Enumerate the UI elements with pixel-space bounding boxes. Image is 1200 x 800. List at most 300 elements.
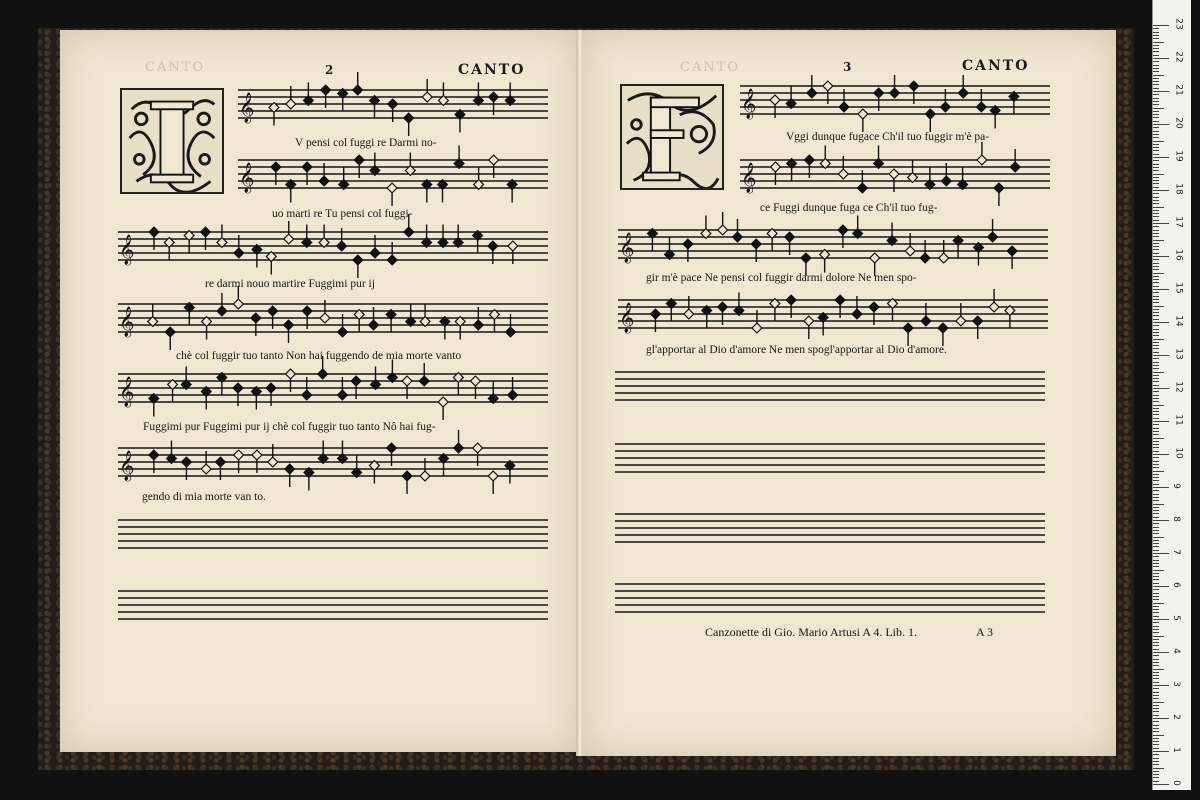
ruler-tick — [1153, 319, 1159, 320]
note-mark — [148, 304, 158, 327]
ruler-tick — [1153, 164, 1159, 165]
ruler-tick — [1153, 741, 1159, 742]
ruler-tick — [1153, 589, 1159, 590]
ruler-tick — [1153, 372, 1164, 373]
ruler-tick — [1153, 431, 1159, 432]
ruler-tick — [1153, 642, 1159, 643]
ruler-tick — [1153, 381, 1159, 382]
note-mark — [666, 299, 676, 322]
ruler-tick — [1153, 764, 1159, 765]
empty-staff-6 — [615, 578, 1045, 618]
note-mark — [202, 317, 212, 340]
ruler-tick — [1153, 774, 1159, 775]
ruler-tick — [1153, 728, 1159, 729]
ruler-tick — [1153, 315, 1159, 316]
ruler-tick — [1153, 570, 1164, 571]
ruler-tick — [1153, 517, 1159, 518]
right-part-name: CANTO — [962, 58, 1030, 74]
ruler-tick — [1153, 38, 1159, 39]
ruler-tick — [1153, 348, 1159, 349]
bleed-through-text: CANTO — [680, 60, 741, 75]
ruler-tick — [1153, 593, 1159, 594]
ruler-tick — [1153, 286, 1159, 287]
ruler-tick — [1153, 81, 1159, 82]
ruler-tick — [1153, 124, 1169, 125]
ruler-tick — [1153, 573, 1159, 574]
ruler-tick — [1153, 678, 1159, 679]
ruler-tick — [1153, 467, 1159, 468]
ruler-tick — [1153, 507, 1159, 508]
ruler-tick — [1153, 108, 1164, 109]
note-mark — [406, 304, 416, 327]
note-mark — [439, 454, 449, 477]
ruler-tick — [1153, 692, 1159, 693]
ruler-tick — [1153, 606, 1159, 607]
note-mark — [453, 373, 463, 396]
note-mark — [505, 461, 515, 484]
signature-mark: A 3 — [976, 625, 994, 639]
clef-glyph: 𝄞 — [119, 235, 135, 265]
ruler-tick — [1153, 616, 1159, 617]
ruler-tick — [1153, 520, 1169, 521]
ruler-tick — [1153, 137, 1159, 138]
ruler-tick — [1153, 154, 1159, 155]
ruler-tick — [1153, 523, 1159, 524]
ruler-tick — [1153, 91, 1169, 92]
ruler-tick — [1153, 471, 1164, 472]
ruler-tick — [1153, 414, 1159, 415]
ruler-tick — [1153, 269, 1159, 270]
ruler-tick — [1153, 461, 1159, 462]
ruler-tick — [1153, 480, 1159, 481]
ruler-tick — [1153, 223, 1169, 224]
ruler-tick — [1153, 101, 1159, 102]
ruler-label: 3 — [1170, 681, 1181, 687]
ruler-tick — [1153, 309, 1159, 310]
note-mark — [405, 153, 415, 176]
ruler-tick — [1153, 477, 1159, 478]
note-mark — [338, 89, 348, 112]
ruler-tick — [1153, 576, 1159, 577]
ruler-tick — [1153, 652, 1169, 653]
ruler-tick — [1153, 378, 1159, 379]
note-mark — [734, 293, 744, 316]
ruler-label: 0 — [1170, 780, 1181, 786]
ruler-tick — [1153, 174, 1164, 175]
ruler-tick — [1153, 48, 1159, 49]
note-mark — [217, 225, 227, 248]
ruler-tick — [1153, 484, 1159, 485]
ruler-tick — [1153, 197, 1159, 198]
ruler-tick — [1153, 563, 1159, 564]
ruler-tick — [1153, 408, 1159, 409]
note-mark — [489, 310, 499, 333]
ruler-tick — [1153, 177, 1159, 178]
ruler-label: 21 — [1173, 84, 1184, 96]
note-mark — [420, 304, 430, 327]
ruler-tick — [1153, 533, 1159, 534]
ruler-tick — [1153, 464, 1159, 465]
note-mark — [338, 441, 348, 464]
note-mark — [370, 153, 380, 176]
note-mark — [354, 310, 364, 333]
ruler-tick — [1153, 292, 1159, 293]
ruler-tick — [1153, 42, 1164, 43]
ruler-tick — [1153, 553, 1169, 554]
ruler-tick — [1153, 659, 1159, 660]
ruler-tick — [1153, 114, 1159, 115]
staff-line-1 — [238, 84, 548, 124]
empty-staff-1 — [118, 514, 548, 554]
ruler-tick — [1153, 345, 1159, 346]
ruler-tick — [1153, 537, 1164, 538]
note-mark — [665, 237, 675, 260]
ruler-tick — [1153, 157, 1169, 158]
ruler-tick — [1153, 289, 1169, 290]
ruler-tick — [1153, 586, 1169, 587]
note-mark — [767, 229, 777, 252]
note-mark — [184, 231, 194, 254]
note-mark — [167, 441, 177, 464]
note-mark — [251, 387, 261, 410]
colophon-footer: Canzonette di Gio. Mario Artusi A 4. Lib. 1. — [705, 625, 917, 639]
note-mark — [453, 225, 463, 248]
ruler-tick — [1153, 84, 1159, 85]
lyric-line: chè col fuggir tuo tanto Non hai fuggendo de mia morte vanto — [176, 350, 462, 362]
ruler-tick — [1153, 388, 1169, 389]
note-mark — [770, 299, 780, 322]
ruler-tick — [1153, 230, 1159, 231]
ruler-tick — [1153, 583, 1159, 584]
ruler-tick — [1153, 236, 1159, 237]
note-mark — [958, 167, 968, 190]
ruler-tick — [1153, 233, 1159, 234]
ruler-label: 20 — [1173, 117, 1184, 129]
note-mark — [318, 441, 328, 464]
note-mark — [953, 236, 963, 259]
ruler-tick — [1153, 454, 1169, 455]
ruler-tick — [1153, 365, 1159, 366]
staff-line-10 — [618, 294, 1048, 334]
note-mark — [973, 243, 983, 266]
note-mark — [887, 223, 897, 246]
ruler-tick — [1153, 599, 1159, 600]
ruler-tick — [1153, 263, 1159, 264]
lyric-line: gl'apportar al Dio d'amore Ne men spogl'apportar al Dio d'amore. — [646, 344, 947, 356]
ruler-tick — [1153, 504, 1164, 505]
ruler-tick — [1153, 603, 1164, 604]
note-mark — [908, 160, 918, 183]
ruler-label: 18 — [1173, 183, 1184, 195]
ruler-tick — [1153, 711, 1159, 712]
ruler-tick — [1153, 784, 1169, 785]
ruler-tick — [1153, 111, 1159, 112]
ruler-tick — [1153, 385, 1159, 386]
ruler-tick — [1153, 556, 1159, 557]
ruler-tick — [1153, 405, 1164, 406]
ruler-tick — [1153, 355, 1169, 356]
ruler-tick — [1153, 530, 1159, 531]
ruler-tick — [1153, 566, 1159, 567]
note-mark — [888, 299, 898, 322]
lyric-line: Fuggimi pur Fuggimi pur ij chè col fuggir tuo tanto Nô hai fug- — [143, 421, 436, 433]
ruler-tick — [1153, 45, 1159, 46]
clef-glyph: 𝄞 — [619, 303, 635, 333]
ruler-tick — [1153, 170, 1159, 171]
ruler-tick — [1153, 362, 1159, 363]
ruler-tick — [1153, 754, 1159, 755]
ruler-tick — [1153, 207, 1164, 208]
decorated-initial-f — [620, 84, 724, 190]
ruler-tick — [1153, 187, 1159, 188]
ruler-tick — [1153, 358, 1159, 359]
ruler-tick — [1153, 669, 1164, 670]
ruler-tick — [1153, 474, 1159, 475]
ruler-tick — [1153, 322, 1169, 323]
note-mark — [647, 229, 657, 252]
ruler-tick — [1153, 497, 1159, 498]
note-mark — [473, 83, 483, 106]
note-mark — [818, 313, 828, 336]
note-mark — [474, 167, 484, 190]
note-mark — [370, 96, 380, 119]
lyric-line: V pensi col fuggi re Darmi no- — [295, 137, 437, 149]
ruler-tick — [1153, 325, 1159, 326]
note-mark — [702, 306, 712, 329]
ruler-tick — [1153, 636, 1164, 637]
clef-glyph: 𝄞 — [239, 93, 255, 123]
staff-line-2 — [238, 154, 548, 194]
ruler-tick — [1153, 306, 1164, 307]
ruler-tick — [1153, 639, 1159, 640]
ruler-tick — [1153, 51, 1159, 52]
staff-line-3 — [118, 226, 548, 266]
lyric-line: ce Fuggi dunque fuga ce Ch'il tuo fug- — [760, 202, 938, 214]
ruler-tick — [1153, 494, 1159, 495]
note-mark — [269, 103, 279, 126]
ruler-tick — [1153, 685, 1169, 686]
note-mark — [184, 303, 194, 326]
note-mark — [438, 225, 448, 248]
ruler-tick — [1153, 68, 1159, 69]
clef-glyph: 𝄞 — [741, 163, 757, 193]
ruler-tick — [1153, 649, 1159, 650]
clef-glyph: 𝄞 — [119, 307, 135, 337]
ruler-tick — [1153, 246, 1159, 247]
ruler-tick — [1153, 65, 1159, 66]
ruler-tick — [1153, 395, 1159, 396]
note-mark — [352, 455, 362, 478]
clef-glyph: 𝄞 — [119, 451, 135, 481]
ruler-tick — [1153, 665, 1159, 666]
ruler-label: 14 — [1173, 315, 1184, 327]
ruler-tick — [1153, 190, 1169, 191]
note-mark — [252, 245, 262, 268]
ruler-tick — [1153, 266, 1159, 267]
ruler-tick — [1153, 424, 1159, 425]
ruler-tick — [1153, 725, 1159, 726]
ruler-tick — [1153, 738, 1159, 739]
ruler-tick — [1153, 441, 1159, 442]
bleed-through-text: CANTO — [145, 60, 206, 75]
ruler-tick — [1153, 781, 1159, 782]
right-page-number: 3 — [843, 60, 852, 74]
ruler-tick — [1153, 332, 1159, 333]
ruler-tick — [1153, 200, 1159, 201]
note-mark — [339, 167, 349, 190]
ruler-tick — [1153, 104, 1159, 105]
note-mark — [455, 317, 465, 340]
ruler-tick — [1153, 447, 1159, 448]
staff-line-5 — [118, 368, 548, 408]
ruler-tick — [1153, 401, 1159, 402]
ruler-label: 4 — [1170, 648, 1181, 654]
ruler-tick — [1153, 58, 1169, 59]
ruler-tick — [1153, 579, 1159, 580]
ruler-tick — [1153, 619, 1169, 620]
ruler-tick — [1153, 546, 1159, 547]
ruler-tick — [1153, 513, 1159, 514]
note-mark — [1009, 92, 1019, 115]
note-mark — [303, 83, 313, 106]
ruler-tick — [1153, 655, 1159, 656]
ruler-tick — [1153, 144, 1159, 145]
ruler-tick — [1153, 183, 1159, 184]
empty-staff-4 — [615, 438, 1045, 478]
note-mark — [369, 461, 379, 484]
ruler-tick — [1153, 279, 1159, 280]
note-mark — [386, 310, 396, 333]
ruler-tick — [1153, 662, 1159, 663]
ruler-tick — [1153, 744, 1159, 745]
staff-line-4 — [118, 298, 548, 338]
ruler-tick — [1153, 715, 1159, 716]
ruler-tick — [1153, 777, 1159, 778]
ruler-tick — [1153, 629, 1159, 630]
ruler-tick — [1153, 98, 1159, 99]
lyric-line: uo marti re Tu pensi col fuggi- — [272, 208, 413, 220]
ruler-tick — [1153, 438, 1164, 439]
ruler-tick — [1153, 672, 1159, 673]
decorated-initial-i — [120, 88, 224, 194]
note-mark — [1005, 306, 1015, 329]
ruler-tick — [1153, 748, 1159, 749]
empty-staff-2 — [118, 585, 548, 625]
ruler-tick — [1153, 210, 1159, 211]
ruler-tick — [1153, 761, 1159, 762]
staff-line-6 — [118, 442, 548, 482]
ruler-tick — [1153, 768, 1164, 769]
ruler-tick — [1153, 688, 1159, 689]
ruler-tick — [1153, 698, 1159, 699]
ruler-tick — [1153, 127, 1159, 128]
note-mark — [217, 373, 227, 396]
staff-line-9 — [618, 224, 1048, 264]
ruler-tick — [1153, 193, 1159, 194]
ruler-tick — [1153, 758, 1159, 759]
ruler-label: 13 — [1173, 348, 1184, 360]
ruler-label: 10 — [1173, 447, 1184, 459]
ruler-tick — [1153, 444, 1159, 445]
ruler-tick — [1153, 342, 1159, 343]
ruler-label: 22 — [1173, 51, 1184, 63]
ruler-tick — [1153, 78, 1159, 79]
ruler-tick — [1153, 61, 1159, 62]
note-mark — [473, 231, 483, 254]
note-mark — [302, 225, 312, 248]
ruler-tick — [1153, 731, 1159, 732]
ruler-tick — [1153, 117, 1159, 118]
ruler-label: 15 — [1173, 282, 1184, 294]
ruler-tick — [1153, 88, 1159, 89]
ruler-tick — [1153, 71, 1159, 72]
ruler-tick — [1153, 220, 1159, 221]
ruler-tick — [1153, 510, 1159, 511]
lyric-line: gir m'è pace Ne pensi col fuggir darmi dolore Ne men spo- — [646, 272, 917, 284]
ruler-tick — [1153, 141, 1164, 142]
ruler-label: 6 — [1170, 582, 1181, 588]
ruler-tick — [1153, 626, 1159, 627]
ruler-label: 8 — [1170, 516, 1181, 522]
note-mark — [201, 387, 211, 410]
ruler-tick — [1153, 368, 1159, 369]
ruler-tick — [1153, 180, 1159, 181]
ruler-tick — [1153, 718, 1169, 719]
ruler-tick — [1153, 705, 1159, 706]
ruler-label: 7 — [1170, 549, 1181, 555]
clef-glyph: 𝄞 — [619, 233, 635, 263]
empty-staff-5 — [615, 508, 1045, 548]
staff-line-8 — [740, 154, 1050, 194]
ruler-tick — [1153, 167, 1159, 168]
note-mark — [505, 83, 515, 106]
note-mark — [371, 367, 381, 390]
ruler-tick — [1153, 695, 1159, 696]
lyric-line: gendo di mia morte van to. — [142, 491, 266, 503]
ruler-tick — [1153, 490, 1159, 491]
ruler-tick — [1153, 312, 1159, 313]
ruler-tick — [1153, 335, 1159, 336]
ruler-tick — [1153, 75, 1164, 76]
ruler-label: 19 — [1173, 150, 1184, 162]
ruler-tick — [1153, 226, 1159, 227]
ruler-tick — [1153, 302, 1159, 303]
clef-glyph: 𝄞 — [741, 89, 757, 119]
ruler-tick — [1153, 131, 1159, 132]
note-mark — [440, 317, 450, 340]
ruler-tick — [1153, 32, 1159, 33]
ruler-tick — [1153, 35, 1159, 36]
ruler-tick — [1153, 708, 1159, 709]
ruler-tick — [1153, 487, 1169, 488]
lyric-line: re darmi nouo martire Fuggimi pur ij — [205, 278, 375, 290]
measuring-ruler — [1152, 0, 1191, 790]
ruler-tick — [1153, 612, 1159, 613]
ruler-tick — [1153, 296, 1159, 297]
ruler-tick — [1153, 596, 1159, 597]
ruler-tick — [1153, 735, 1164, 736]
ruler-tick — [1153, 150, 1159, 151]
ruler-tick — [1153, 339, 1164, 340]
ruler-tick — [1153, 256, 1169, 257]
ruler-label: 23 — [1173, 18, 1184, 30]
ruler-tick — [1153, 550, 1159, 551]
clef-glyph: 𝄞 — [239, 163, 255, 193]
ruler-tick — [1153, 240, 1164, 241]
ruler-tick — [1153, 527, 1159, 528]
ruler-label: 17 — [1173, 216, 1184, 228]
left-page-number: 2 — [325, 63, 334, 77]
